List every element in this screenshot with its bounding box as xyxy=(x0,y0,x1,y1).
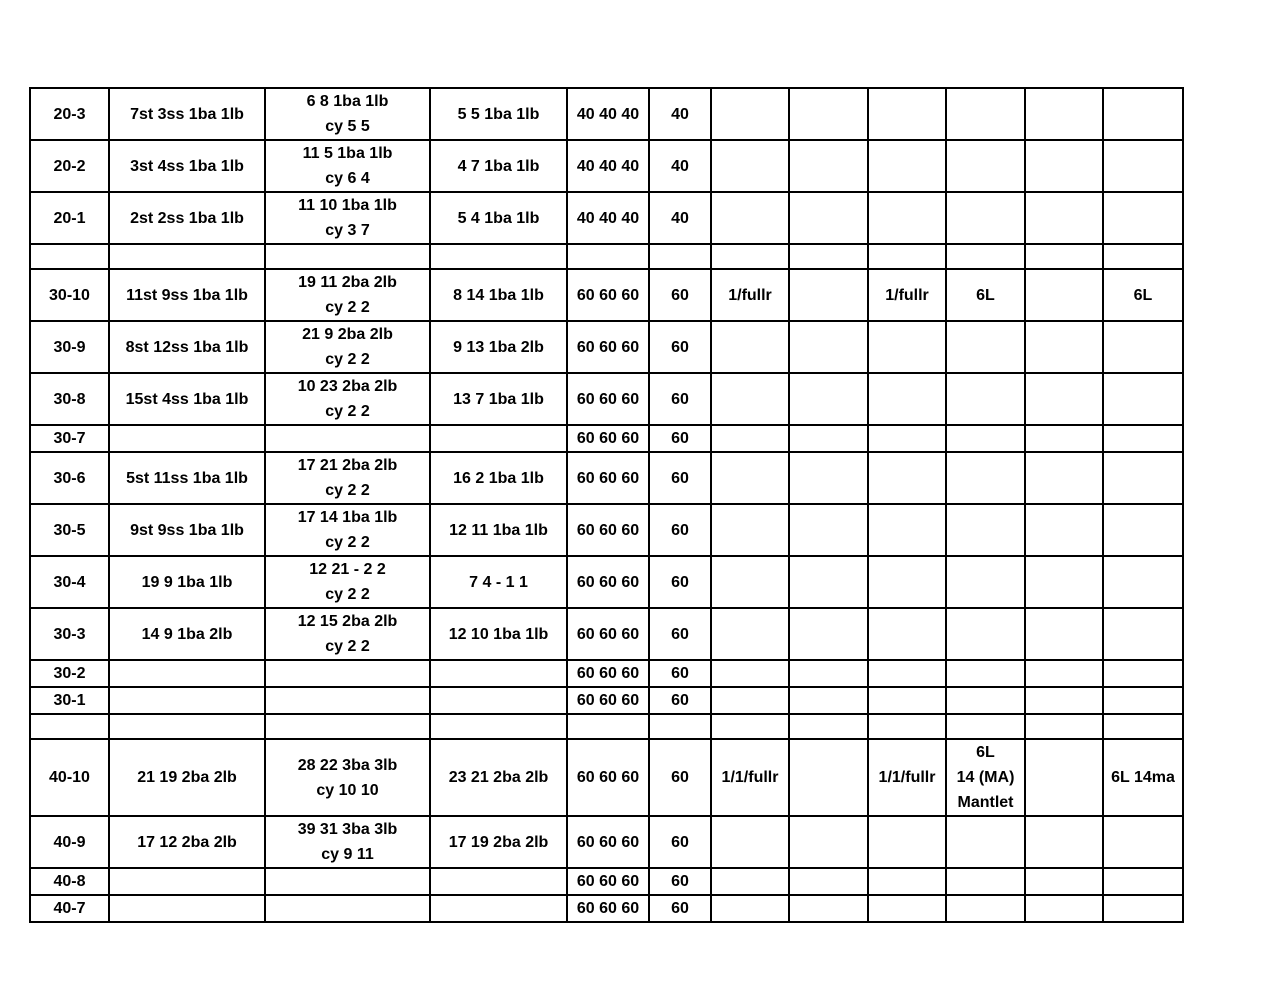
table-cell-c8 xyxy=(789,452,868,504)
table-row xyxy=(30,452,1183,504)
table-cell-c3 xyxy=(265,140,430,192)
table-cell-c9 xyxy=(868,816,946,868)
table-cell-c8 xyxy=(789,608,868,660)
table-cell-c9 xyxy=(868,269,946,321)
table-cell-c10 xyxy=(946,739,1025,816)
table-cell-c9 xyxy=(868,88,946,140)
table-cell-c3 xyxy=(265,714,430,739)
row-id-cell: 20-2 xyxy=(30,140,109,192)
table-row xyxy=(30,192,1183,244)
table-row xyxy=(30,556,1183,608)
table-cell-c9 xyxy=(868,321,946,373)
table-cell-c4 xyxy=(430,660,567,687)
cell-line: 1/fullr xyxy=(885,286,929,304)
table-cell-c12 xyxy=(1103,373,1183,425)
table-cell-c2: 14 9 1ba 2lb xyxy=(109,608,265,660)
table-cell-c6: 60 xyxy=(649,660,711,687)
cell-line: 6L xyxy=(976,286,995,304)
table-cell-c8 xyxy=(789,504,868,556)
cell-line: 6L xyxy=(1133,286,1153,304)
table-cell-c8 xyxy=(789,739,868,816)
table-row xyxy=(30,660,1183,687)
table-cell-c3 xyxy=(265,660,430,687)
table-cell-c5: 60 60 60 xyxy=(567,868,649,895)
row-id-cell: 30-3 xyxy=(30,608,109,660)
table-cell-c10 xyxy=(946,608,1025,660)
table-cell-c9 xyxy=(868,504,946,556)
table-cell-c10 xyxy=(946,714,1025,739)
table-row xyxy=(30,88,1183,140)
table-cell-c9 xyxy=(868,140,946,192)
table-cell-c10 xyxy=(946,556,1025,608)
row-id-cell: 30-1 xyxy=(30,687,109,714)
table-cell-c10 xyxy=(946,660,1025,687)
cell-line: 12 21 - 2 2 xyxy=(309,561,386,578)
table-cell-c10 xyxy=(946,687,1025,714)
cell-line: 21 9 2ba 2lb xyxy=(302,326,393,343)
table-cell-c4: 5 4 1ba 1lb xyxy=(430,192,567,244)
table-cell-c11 xyxy=(1025,452,1103,504)
table-cell-c7 xyxy=(711,140,789,192)
table-row xyxy=(30,608,1183,660)
table-cell-c11 xyxy=(1025,140,1103,192)
table-cell-c12 xyxy=(1103,425,1183,452)
cell-line: 39 31 3ba 3lb xyxy=(297,821,398,838)
row-id-cell: 40-10 xyxy=(30,739,109,816)
table-cell-c3 xyxy=(265,687,430,714)
row-id-cell: 20-1 xyxy=(30,192,109,244)
table-cell-c2 xyxy=(109,425,265,452)
table-cell-c4: 9 13 1ba 2lb xyxy=(430,321,567,373)
table-cell-c4: 5 5 1ba 1lb xyxy=(430,88,567,140)
table-cell-c5: 60 60 60 xyxy=(567,608,649,660)
table-cell-c12 xyxy=(1103,687,1183,714)
cell-line: 10 23 2ba 2lb xyxy=(297,378,398,395)
table-cell-c6: 60 xyxy=(649,269,711,321)
table-cell-c5: 60 60 60 xyxy=(567,452,649,504)
table-cell-c6: 60 xyxy=(649,321,711,373)
table-cell-c11 xyxy=(1025,739,1103,816)
table-row xyxy=(30,868,1183,895)
table-cell-c10 xyxy=(946,504,1025,556)
table-cell-c2: 19 9 1ba 1lb xyxy=(109,556,265,608)
table-cell-c3 xyxy=(265,425,430,452)
table-cell-c8 xyxy=(789,556,868,608)
table-cell-c4 xyxy=(430,425,567,452)
table-cell-c7 xyxy=(711,88,789,140)
table-row xyxy=(30,739,1183,816)
table-row xyxy=(30,321,1183,373)
table-cell-c3 xyxy=(265,452,430,504)
table-cell-c6: 60 xyxy=(649,556,711,608)
table-row xyxy=(30,425,1183,452)
table-cell-c7 xyxy=(711,321,789,373)
table-cell-c10 xyxy=(946,192,1025,244)
table-cell-c12 xyxy=(1103,816,1183,868)
table-cell-c6: 60 xyxy=(649,608,711,660)
table-cell-c5: 60 60 60 xyxy=(567,373,649,425)
table-cell-c9 xyxy=(868,660,946,687)
table-cell-c4 xyxy=(430,244,567,269)
table-cell-c12 xyxy=(1103,269,1183,321)
table-cell-c9 xyxy=(868,556,946,608)
table-cell-c6: 60 xyxy=(649,504,711,556)
row-id-cell: 30-2 xyxy=(30,660,109,687)
cell-line: 11 5 1ba 1lb xyxy=(302,145,393,162)
table-cell-c8 xyxy=(789,816,868,868)
table-cell-c11 xyxy=(1025,714,1103,739)
table-cell-c12 xyxy=(1103,88,1183,140)
table-cell-c2: 2st 2ss 1ba 1lb xyxy=(109,192,265,244)
table-cell-c12 xyxy=(1103,244,1183,269)
cell-line: 17 21 2ba 2lb xyxy=(297,457,398,474)
table-cell-c11 xyxy=(1025,373,1103,425)
table-cell-c3 xyxy=(265,868,430,895)
table-cell-c6: 60 xyxy=(649,895,711,922)
table-cell-c3 xyxy=(265,895,430,922)
table-cell-c9 xyxy=(868,687,946,714)
table-cell-c11 xyxy=(1025,660,1103,687)
cell-line: 6 8 1ba 1lb xyxy=(306,93,389,110)
table-cell-c4 xyxy=(430,868,567,895)
table-cell-c2: 15st 4ss 1ba 1lb xyxy=(109,373,265,425)
table-cell-c5: 60 60 60 xyxy=(567,660,649,687)
row-id-cell xyxy=(30,714,109,739)
table-cell-c8 xyxy=(789,140,868,192)
table-cell-c7 xyxy=(711,504,789,556)
table-cell-c3 xyxy=(265,192,430,244)
table-cell-c9 xyxy=(868,608,946,660)
table-cell-c3 xyxy=(265,269,430,321)
table-cell-c6: 40 xyxy=(649,88,711,140)
table-cell-c2: 9st 9ss 1ba 1lb xyxy=(109,504,265,556)
cell-line: cy 2 2 xyxy=(325,403,370,420)
row-id-cell: 40-9 xyxy=(30,816,109,868)
cell-line: cy 10 10 xyxy=(316,781,379,799)
table-cell-c5: 60 60 60 xyxy=(567,321,649,373)
table-cell-c3 xyxy=(265,816,430,868)
table-cell-c7 xyxy=(711,269,789,321)
table-cell-c6: 40 xyxy=(649,192,711,244)
table-cell-c3 xyxy=(265,321,430,373)
row-id-cell: 20-3 xyxy=(30,88,109,140)
table-cell-c3 xyxy=(265,739,430,816)
table-cell-c7 xyxy=(711,556,789,608)
table-cell-c6: 40 xyxy=(649,140,711,192)
table-cell-c8 xyxy=(789,868,868,895)
table-cell-c4: 13 7 1ba 1lb xyxy=(430,373,567,425)
table-cell-c7 xyxy=(711,687,789,714)
table-cell-c10 xyxy=(946,895,1025,922)
table-cell-c6: 60 xyxy=(649,452,711,504)
table-cell-c5: 60 60 60 xyxy=(567,739,649,816)
table-cell-c12 xyxy=(1103,192,1183,244)
table-cell-c12 xyxy=(1103,608,1183,660)
table-cell-c6: 60 xyxy=(649,687,711,714)
cell-line: 1/1/fullr xyxy=(721,769,779,786)
table-cell-c9 xyxy=(868,192,946,244)
table-cell-c11 xyxy=(1025,269,1103,321)
table-cell-c5: 60 60 60 xyxy=(567,816,649,868)
table-cell-c8 xyxy=(789,687,868,714)
table-cell-c7 xyxy=(711,244,789,269)
cell-line: cy 2 2 xyxy=(325,482,370,499)
table-cell-c2 xyxy=(109,868,265,895)
table-cell-c8 xyxy=(789,895,868,922)
table-cell-c12 xyxy=(1103,321,1183,373)
table-cell-c12 xyxy=(1103,739,1183,816)
table-cell-c10 xyxy=(946,88,1025,140)
cell-line: cy 2 2 xyxy=(325,299,370,316)
table-cell-c10 xyxy=(946,269,1025,321)
table-cell-c10 xyxy=(946,244,1025,269)
row-id-cell: 30-5 xyxy=(30,504,109,556)
table-cell-c3 xyxy=(265,373,430,425)
cell-line: 19 11 2ba 2lb xyxy=(298,274,397,291)
cell-line: cy 2 2 xyxy=(325,534,370,551)
table-cell-c9 xyxy=(868,452,946,504)
table-cell-c12 xyxy=(1103,714,1183,739)
table-cell-c11 xyxy=(1025,321,1103,373)
cell-line: 17 14 1ba 1lb xyxy=(297,509,398,526)
table-cell-c12 xyxy=(1103,504,1183,556)
table-cell-c11 xyxy=(1025,244,1103,269)
table-cell-c8 xyxy=(789,321,868,373)
table-cell-c6 xyxy=(649,244,711,269)
table-cell-c7 xyxy=(711,452,789,504)
table-cell-c5: 40 40 40 xyxy=(567,140,649,192)
table-cell-c5: 40 40 40 xyxy=(567,88,649,140)
table-cell-c8 xyxy=(789,714,868,739)
table-cell-c7 xyxy=(711,425,789,452)
table-cell-c12 xyxy=(1103,140,1183,192)
table-row xyxy=(30,714,1183,739)
table-cell-c11 xyxy=(1025,556,1103,608)
cell-line: 12 15 2ba 2lb xyxy=(297,613,398,630)
table-cell-c11 xyxy=(1025,608,1103,660)
table-cell-c3 xyxy=(265,556,430,608)
table-cell-c5: 60 60 60 xyxy=(567,556,649,608)
row-id-cell: 40-7 xyxy=(30,895,109,922)
table-cell-c9 xyxy=(868,425,946,452)
table-cell-c6: 60 xyxy=(649,739,711,816)
table-cell-c2 xyxy=(109,660,265,687)
cell-line: 6L xyxy=(976,744,995,761)
table-cell-c11 xyxy=(1025,816,1103,868)
row-id-cell: 30-7 xyxy=(30,425,109,452)
table-cell-c3 xyxy=(265,504,430,556)
cell-line: cy 6 4 xyxy=(325,170,370,187)
table-cell-c5: 60 60 60 xyxy=(567,504,649,556)
table-cell-c10 xyxy=(946,868,1025,895)
table-row xyxy=(30,504,1183,556)
table-cell-c11 xyxy=(1025,192,1103,244)
table-cell-c2: 8st 12ss 1ba 1lb xyxy=(109,321,265,373)
cell-line: 6L 14ma xyxy=(1111,769,1175,786)
table-cell-c4: 12 11 1ba 1lb xyxy=(430,504,567,556)
row-id-cell: 40-8 xyxy=(30,868,109,895)
cell-line: cy 2 2 xyxy=(325,638,370,655)
table-cell-c8 xyxy=(789,269,868,321)
table-cell-c4: 4 7 1ba 1lb xyxy=(430,140,567,192)
table-cell-c4: 7 4 - 1 1 xyxy=(430,556,567,608)
table-cell-c12 xyxy=(1103,452,1183,504)
table-cell-c2: 11st 9ss 1ba 1lb xyxy=(109,269,265,321)
table-cell-c2 xyxy=(109,895,265,922)
table-cell-c4 xyxy=(430,687,567,714)
table-cell-c7 xyxy=(711,660,789,687)
table-cell-c11 xyxy=(1025,425,1103,452)
table-cell-c5 xyxy=(567,244,649,269)
cell-line: 1/fullr xyxy=(728,286,772,304)
cell-line: cy 3 7 xyxy=(325,222,370,239)
table-cell-c5: 60 60 60 xyxy=(567,425,649,452)
table-cell-c10 xyxy=(946,373,1025,425)
table-cell-c9 xyxy=(868,895,946,922)
row-id-cell: 30-6 xyxy=(30,452,109,504)
row-id-cell xyxy=(30,244,109,269)
table-row xyxy=(30,687,1183,714)
table-cell-c5: 40 40 40 xyxy=(567,192,649,244)
cell-line: 14 (MA) xyxy=(956,769,1015,786)
table-cell-c7 xyxy=(711,895,789,922)
table-cell-c7 xyxy=(711,739,789,816)
table-cell-c8 xyxy=(789,88,868,140)
table-cell-c5: 60 60 60 xyxy=(567,895,649,922)
table-cell-c12 xyxy=(1103,895,1183,922)
table-cell-c5 xyxy=(567,714,649,739)
table-cell-c2: 3st 4ss 1ba 1lb xyxy=(109,140,265,192)
table-cell-c12 xyxy=(1103,556,1183,608)
cell-line: cy 9 11 xyxy=(321,846,374,863)
table-cell-c12 xyxy=(1103,660,1183,687)
table-row xyxy=(30,373,1183,425)
table-row xyxy=(30,895,1183,922)
table-cell-c2: 17 12 2ba 2lb xyxy=(109,816,265,868)
table-cell-c10 xyxy=(946,816,1025,868)
table-cell-c4: 8 14 1ba 1lb xyxy=(430,269,567,321)
cell-line: cy 2 2 xyxy=(325,586,370,603)
row-id-cell: 30-10 xyxy=(30,269,109,321)
table-cell-c2 xyxy=(109,244,265,269)
table-cell-c10 xyxy=(946,140,1025,192)
table-cell-c11 xyxy=(1025,868,1103,895)
table-cell-c4 xyxy=(430,895,567,922)
table-cell-c2: 5st 11ss 1ba 1lb xyxy=(109,452,265,504)
table-cell-c3 xyxy=(265,608,430,660)
cell-line: 1/1/fullr xyxy=(878,769,936,786)
table-row xyxy=(30,244,1183,269)
table-cell-c2 xyxy=(109,714,265,739)
data-table xyxy=(29,87,1184,923)
table-cell-c5: 60 60 60 xyxy=(567,687,649,714)
table-cell-c10 xyxy=(946,425,1025,452)
cell-line: 28 22 3ba 3lb xyxy=(297,756,398,774)
table-cell-c7 xyxy=(711,816,789,868)
table-cell-c9 xyxy=(868,739,946,816)
row-id-cell: 30-4 xyxy=(30,556,109,608)
table-cell-c5: 60 60 60 xyxy=(567,269,649,321)
table-cell-c12 xyxy=(1103,868,1183,895)
table-cell-c2: 21 19 2ba 2lb xyxy=(109,739,265,816)
table-cell-c8 xyxy=(789,244,868,269)
table-cell-c8 xyxy=(789,660,868,687)
table-cell-c6: 60 xyxy=(649,373,711,425)
table-cell-c4: 23 21 2ba 2lb xyxy=(430,739,567,816)
cell-line: 11 10 1ba 1lb xyxy=(298,197,397,214)
table-cell-c9 xyxy=(868,373,946,425)
table-row xyxy=(30,140,1183,192)
table-cell-c11 xyxy=(1025,687,1103,714)
table-cell-c7 xyxy=(711,192,789,244)
table-cell-c9 xyxy=(868,868,946,895)
table-cell-c11 xyxy=(1025,504,1103,556)
row-id-cell: 30-8 xyxy=(30,373,109,425)
table-cell-c11 xyxy=(1025,88,1103,140)
table-cell-c6: 60 xyxy=(649,868,711,895)
table-cell-c8 xyxy=(789,373,868,425)
table-cell-c3 xyxy=(265,244,430,269)
table-cell-c4: 17 19 2ba 2lb xyxy=(430,816,567,868)
table-cell-c7 xyxy=(711,608,789,660)
table-cell-c7 xyxy=(711,373,789,425)
table-cell-c9 xyxy=(868,244,946,269)
table-cell-c2 xyxy=(109,687,265,714)
table-cell-c8 xyxy=(789,192,868,244)
row-id-cell: 30-9 xyxy=(30,321,109,373)
table-cell-c6: 60 xyxy=(649,425,711,452)
table-cell-c10 xyxy=(946,321,1025,373)
table-cell-c8 xyxy=(789,425,868,452)
table-cell-c4: 16 2 1ba 1lb xyxy=(430,452,567,504)
table-cell-c2: 7st 3ss 1ba 1lb xyxy=(109,88,265,140)
cell-line: cy 5 5 xyxy=(325,118,370,135)
table-row xyxy=(30,269,1183,321)
table-cell-c7 xyxy=(711,868,789,895)
table-row xyxy=(30,816,1183,868)
table-cell-c10 xyxy=(946,452,1025,504)
cell-line: cy 2 2 xyxy=(325,351,370,368)
table-cell-c6: 60 xyxy=(649,816,711,868)
table-cell-c11 xyxy=(1025,895,1103,922)
table-cell-c7 xyxy=(711,714,789,739)
table-cell-c9 xyxy=(868,714,946,739)
table-cell-c6 xyxy=(649,714,711,739)
table-cell-c4: 12 10 1ba 1lb xyxy=(430,608,567,660)
table-cell-c4 xyxy=(430,714,567,739)
cell-line: Mantlet xyxy=(957,794,1014,811)
table-cell-c3 xyxy=(265,88,430,140)
